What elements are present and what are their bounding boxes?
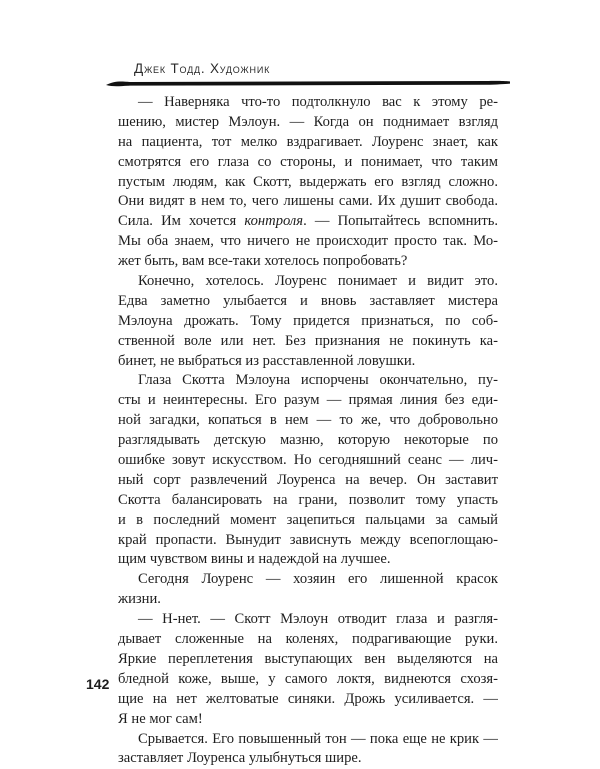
running-head: Джек Тодд. Художник — [134, 61, 271, 76]
header-rule — [106, 78, 510, 90]
text-line: ошибке зовут искусством. Но сегодняшний сеанс — лич- — [118, 452, 498, 469]
text-line: Сегодня Лоуренс — хозяин его лишенной красок — [138, 571, 498, 588]
text-line: пустым людям, как Скотт, выдержать его взгляд сложно. — [118, 173, 498, 190]
text-line: Конечно, хотелось. Лоуренс понимает и видит это. — [138, 273, 498, 290]
emphasis-word: контроля — [244, 213, 304, 230]
text-line: Я не мог сам! — [118, 710, 203, 727]
text-line: бинет, не выбраться из расставленной ловушки. — [118, 352, 416, 369]
text-line: ственной воле или нет. Без признания не покинуть ка- — [118, 332, 498, 349]
text-line: — Наверняка что-то подтолкнуло вас к этому ре- — [138, 94, 498, 110]
text-line: смотрятся его глаза со стороны, и понимает, что таким — [118, 153, 498, 170]
body-text — [118, 93, 498, 769]
text-line: на пациента, тот мелко вздрагивает. Лоуренс знает, как — [118, 133, 498, 150]
text-fragment: Сила. Им хочется — [118, 213, 245, 230]
text-fragment: . — Попытайтесь вспомнить. — [303, 213, 498, 230]
text-line: сты и неинтересны. Его разум — прямая линия без еди- — [118, 392, 498, 409]
text-line — [118, 212, 498, 232]
text-line: дывает сложенные на коленях, подрагивающие руки. — [118, 631, 498, 648]
text-line: жет быть, вам все-таки хотелось попробовать? — [118, 253, 408, 270]
text-line: разглядывать детскую мазню, которую некоторые по — [118, 432, 498, 449]
text-line: жизни. — [118, 591, 161, 608]
text-line: щим чувством вины и надеждой на лучшее. — [118, 551, 391, 568]
text-line: и в последний момент зацепиться пальцами за самый — [118, 511, 498, 528]
text-line: Мэлоуна дрожать. Тому придется признаться, по соб- — [118, 312, 498, 329]
text-line: ной загадки, копаться в нем — то же, что добровольно — [118, 412, 498, 429]
text-line: Глаза Скотта Мэлоуна испорчены окончательно, пу- — [138, 372, 498, 389]
text-line: Яркие переплетения выступающих вен выделяются на — [118, 650, 498, 667]
text-line: бледной коже, выше, у самого локтя, виднеются схозя- — [118, 670, 498, 687]
text-line: край пропасти. Вынудит зависнуть между всепоглощаю- — [118, 531, 498, 548]
text-line: заставляет Лоуренса улыбнуться шире. — [118, 750, 362, 767]
page-number: 142 — [86, 676, 110, 692]
text-line: Едва заметно улыбается и вновь заставляет мистера — [118, 292, 498, 309]
text-line: щие на нет желтоватые синяки. Дрожь усиливается. — — [118, 690, 498, 707]
text-line: Мы оба знаем, что ничего не происходит просто так. Мо- — [118, 233, 498, 250]
text-line: Они видят в нем то, чего лишены сами. Их душит свобода. — [118, 193, 498, 210]
text-line: Срывается. Его повышенный тон — пока еще не крик — — [138, 730, 498, 747]
text-line: ный сорт развлечений Лоуренса на вечер. Он заставит — [118, 471, 498, 488]
text-line: — Н-нет. — Скотт Мэлоун отводит глаза и разгля- — [138, 611, 498, 628]
text-line: шению, мистер Мэлоун. — Когда он поднимает взгляд — [118, 113, 498, 130]
text-line: Скотта балансировать на грани, позволит тому упасть — [118, 491, 498, 508]
